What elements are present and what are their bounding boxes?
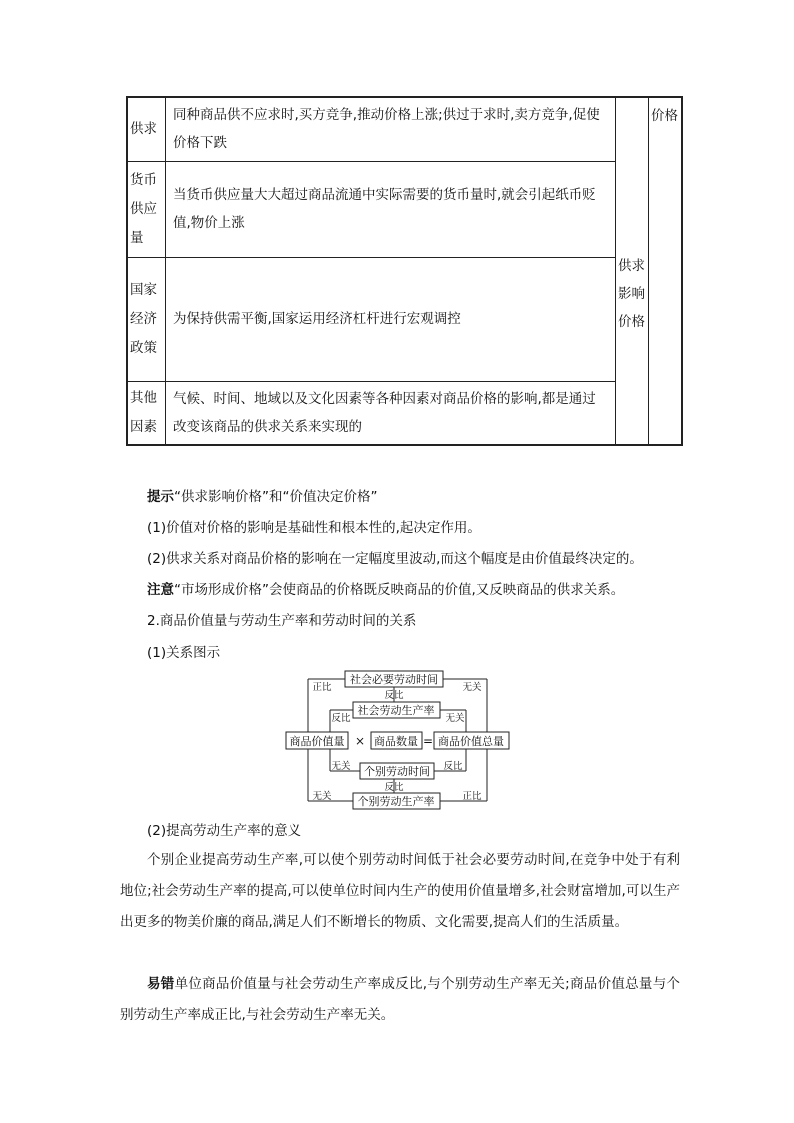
row-label: 供求	[127, 97, 166, 161]
tip-point-2: (2)供求关系对商品价格的影响在一定幅度里波动,而这个幅度是由价值最终决定的。	[147, 551, 643, 567]
upper-box-label: 社会劳动生产率	[357, 704, 435, 717]
error-text: 单位商品价值量与社会劳动生产率成反比,与个别劳动生产率无关;商品价值总量与个别劳动生产率成正比,与社会劳动生产率无关。	[120, 976, 681, 1023]
note-keyword: 注意	[147, 582, 174, 598]
right-label: 价格	[649, 97, 683, 445]
equals-sign: =	[422, 734, 434, 748]
row-text: 为保持供需平衡,国家运用经济杠杆进行宏观调控	[166, 257, 616, 381]
row-text: 气候、时间、地域以及文化因素等各种因素对商品价格的影响,都是通过改变该商品的供求关系来实现的	[166, 381, 616, 445]
label-wuguan-tr: 无关	[462, 682, 482, 693]
label-zhengbi-tl: 正比	[312, 682, 332, 693]
error-note	[120, 969, 680, 1031]
top-box-label: 社会必要劳动时间	[350, 673, 438, 686]
error-keyword: 易错	[147, 976, 175, 992]
section2-sub2: (2)提高劳动生产率的意义	[147, 823, 302, 839]
tip-title: “供求影响价格”和“价值决定价格”	[174, 489, 378, 505]
right-box-label: 商品价值总量	[438, 735, 504, 748]
label-fanbi-lr: 反比	[443, 761, 463, 772]
tip-point-1: (1)价值对价格的影响是基础性和根本性的,起决定作用。	[147, 520, 481, 536]
row-label: 国家经济政策	[127, 257, 166, 381]
label-wuguan-bl: 无关	[312, 791, 332, 802]
significance-paragraph: 个别企业提高劳动生产率,可以使个别劳动时间低于社会必要劳动时间,在竞争中处于有利地位;社会劳动生产率的提高,可以使单位时间内生产的使用价值量增多,社会财富增加,可以生产出更多的物美价廉的商品,满足人们不断增长的物质、文化需要,提高人们的生活质量。	[120, 852, 680, 930]
bottom-box-label: 个别劳动生产率	[357, 795, 435, 808]
row-label: 货币供应量	[127, 161, 166, 257]
label-fanbi-top: 反比	[384, 690, 404, 701]
left-box-label: 商品价值量	[289, 735, 345, 748]
label-fanbi-bottom: 反比	[384, 782, 404, 793]
row-text: 同种商品供不应求时,买方竞争,推动价格上涨;供过于求时,卖方竞争,促使价格下跌	[166, 97, 616, 161]
label-fanbi-ul: 反比	[331, 713, 351, 724]
label-zhengbi-br: 正比	[462, 791, 482, 802]
label-wuguan-ll: 无关	[331, 761, 351, 772]
label-wuguan-ur: 无关	[445, 713, 465, 724]
lower-box-label: 个别劳动时间	[364, 765, 430, 778]
tip-keyword: 提示	[147, 489, 174, 505]
mid-label: 供求影响价格	[616, 97, 649, 445]
times-sign: ×	[354, 734, 366, 748]
note-text: “市场形成价格”会使商品的价格既反映商品的价值,又反映商品的供求关系。	[174, 582, 625, 598]
section2-sub1: (1)关系图示	[147, 645, 221, 661]
section2-heading: 2.商品价值量与劳动生产率和劳动时间的关系	[147, 613, 417, 629]
row-text: 当货币供应量大大超过商品流通中实际需要的货币量时,就会引起纸币贬值,物价上涨	[166, 161, 616, 257]
center-box-label: 商品数量	[374, 735, 418, 748]
row-label: 其他因素	[127, 381, 166, 445]
